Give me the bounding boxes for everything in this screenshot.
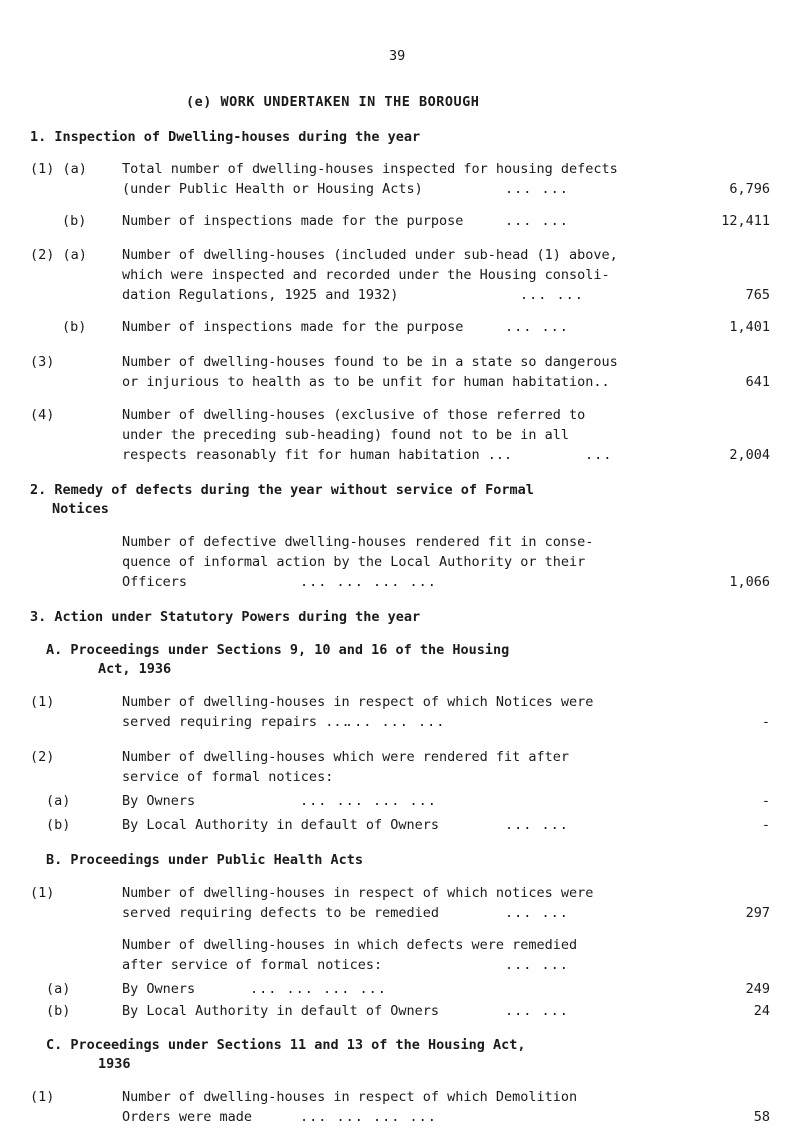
- section-2-title-line-2: Notices: [52, 501, 109, 517]
- item-3b2a-value: 249: [745, 981, 770, 997]
- section-3-title: 3. Action under Statutory Powers during the year: [30, 609, 421, 625]
- item-3-line-2: or injurious to health as to be unfit for human habitation..: [122, 374, 610, 390]
- item-3a1-label: (1): [30, 694, 55, 710]
- item-3a2b-value: -: [761, 817, 770, 833]
- item-4-dots: ...: [585, 447, 613, 463]
- section-2-line-3: Officers: [122, 574, 188, 590]
- item-1a-line-1: Total number of dwelling-houses inspected for housing defects: [122, 161, 618, 177]
- item-2a-line-2: which were inspected and recorded under the Housing consoli-: [122, 267, 610, 283]
- item-2b-dots: ... ...: [505, 319, 569, 335]
- item-3b2-line-2: after service of formal notices:: [122, 957, 383, 973]
- item-1a-line-2: (under Public Health or Housing Acts): [122, 181, 423, 197]
- item-4-line-2: under the preceding sub-heading) found not to be in all: [122, 427, 570, 443]
- section-3c-title-line-1: C. Proceedings under Sections 11 and 13 of the Housing Act,: [46, 1037, 526, 1053]
- item-1a-label: (1) (a): [30, 161, 87, 177]
- item-3c1-label: (1): [30, 1089, 55, 1105]
- item-3b2-dots: ... ...: [505, 957, 569, 973]
- section-3b-title: B. Proceedings under Public Health Acts: [46, 852, 363, 868]
- item-1a-value: 6,796: [729, 181, 770, 197]
- item-3b1-value: 297: [745, 905, 770, 921]
- section-3a-title-line-1: A. Proceedings under Sections 9, 10 and 16 of the Housing: [46, 642, 510, 658]
- item-3-line-1: Number of dwelling-houses found to be in a state so dangerous: [122, 354, 618, 370]
- item-3b2b-label: (b): [46, 1003, 71, 1019]
- item-3c1-line-2: Orders were made: [122, 1109, 253, 1125]
- section-2-line-1: Number of defective dwelling-houses rendered fit in conse-: [122, 534, 594, 550]
- item-3a1-dots: ... ... ...: [345, 714, 446, 730]
- item-1a-dots: ... ...: [505, 181, 569, 197]
- item-3-value: 641: [745, 374, 770, 390]
- item-2b-label: (b): [62, 319, 87, 335]
- item-3a1-line-2: served requiring repairs ...: [122, 714, 350, 730]
- item-3b2a-text: By Owners: [122, 981, 196, 997]
- item-3a2a-dots: ... ... ... ...: [300, 793, 437, 809]
- item-2a-value: 765: [745, 287, 770, 303]
- section-3c-title-line-2: 1936: [98, 1056, 131, 1072]
- item-3b2a-dots: ... ... ... ...: [250, 981, 387, 997]
- item-3b1-line-2: served requiring defects to be remedied: [122, 905, 439, 921]
- item-3a2b-dots: ... ...: [505, 817, 569, 833]
- item-3b2b-dots: ... ...: [505, 1003, 569, 1019]
- section-3a-title-line-2: Act, 1936: [98, 661, 172, 677]
- item-1b-value: 12,411: [721, 213, 770, 229]
- item-3b2b-value: 24: [753, 1003, 770, 1019]
- item-4-line-3: respects reasonably fit for human habitation ...: [122, 447, 513, 463]
- item-2b-text: Number of inspections made for the purpose: [122, 319, 464, 335]
- item-3c1-dots: ... ... ... ...: [300, 1109, 437, 1125]
- item-2a-line-1: Number of dwelling-houses (included under sub-head (1) above,: [122, 247, 618, 263]
- item-3a2a-value: -: [761, 793, 770, 809]
- item-3a2-label: (2): [30, 749, 55, 765]
- section-2-dots: ... ... ... ...: [300, 574, 437, 590]
- item-3b2b-text: By Local Authority in default of Owners: [122, 1003, 439, 1019]
- item-2a-dots: ... ...: [520, 287, 584, 303]
- section-2-value: 1,066: [729, 574, 770, 590]
- item-3a1-line-1: Number of dwelling-houses in respect of which Notices were: [122, 694, 594, 710]
- page-heading: (e) WORK UNDERTAKEN IN THE BOROUGH: [186, 94, 480, 110]
- item-3c1-line-1: Number of dwelling-houses in respect of which Demolition: [122, 1089, 578, 1105]
- item-4-line-1: Number of dwelling-houses (exclusive of those referred to: [122, 407, 586, 423]
- item-3a2a-label: (a): [46, 793, 71, 809]
- item-3a2-line-1: Number of dwelling-houses which were rendered fit after: [122, 749, 570, 765]
- item-2a-line-3: dation Regulations, 1925 and 1932): [122, 287, 399, 303]
- item-3a2b-text: By Local Authority in default of Owners: [122, 817, 439, 833]
- section-2-title-line-1: 2. Remedy of defects during the year without service of Formal: [30, 482, 534, 498]
- item-3a2b-label: (b): [46, 817, 71, 833]
- item-4-value: 2,004: [729, 447, 770, 463]
- item-3a1-value: -: [761, 714, 770, 730]
- item-3a2-line-2: service of formal notices:: [122, 769, 334, 785]
- item-1b-label: (b): [62, 213, 87, 229]
- item-3-label: (3): [30, 354, 55, 370]
- section-1-title: 1. Inspection of Dwelling-houses during the year: [30, 129, 421, 145]
- item-4-label: (4): [30, 407, 55, 423]
- item-3c1-value: 58: [753, 1109, 770, 1125]
- page-number: 39: [389, 48, 406, 64]
- item-1b-text: Number of inspections made for the purpose: [122, 213, 464, 229]
- item-2a-label: (2) (a): [30, 247, 87, 263]
- item-1b-dots: ... ...: [505, 213, 569, 229]
- item-3b1-dots: ... ...: [505, 905, 569, 921]
- section-2-line-2: quence of informal action by the Local Authority or their: [122, 554, 586, 570]
- item-3a2a-text: By Owners: [122, 793, 196, 809]
- item-3b2a-label: (a): [46, 981, 71, 997]
- item-3b1-label: (1): [30, 885, 55, 901]
- item-2b-value: 1,401: [729, 319, 770, 335]
- item-3b2-line-1: Number of dwelling-houses in which defects were remedied: [122, 937, 578, 953]
- item-3b1-line-1: Number of dwelling-houses in respect of which notices were: [122, 885, 594, 901]
